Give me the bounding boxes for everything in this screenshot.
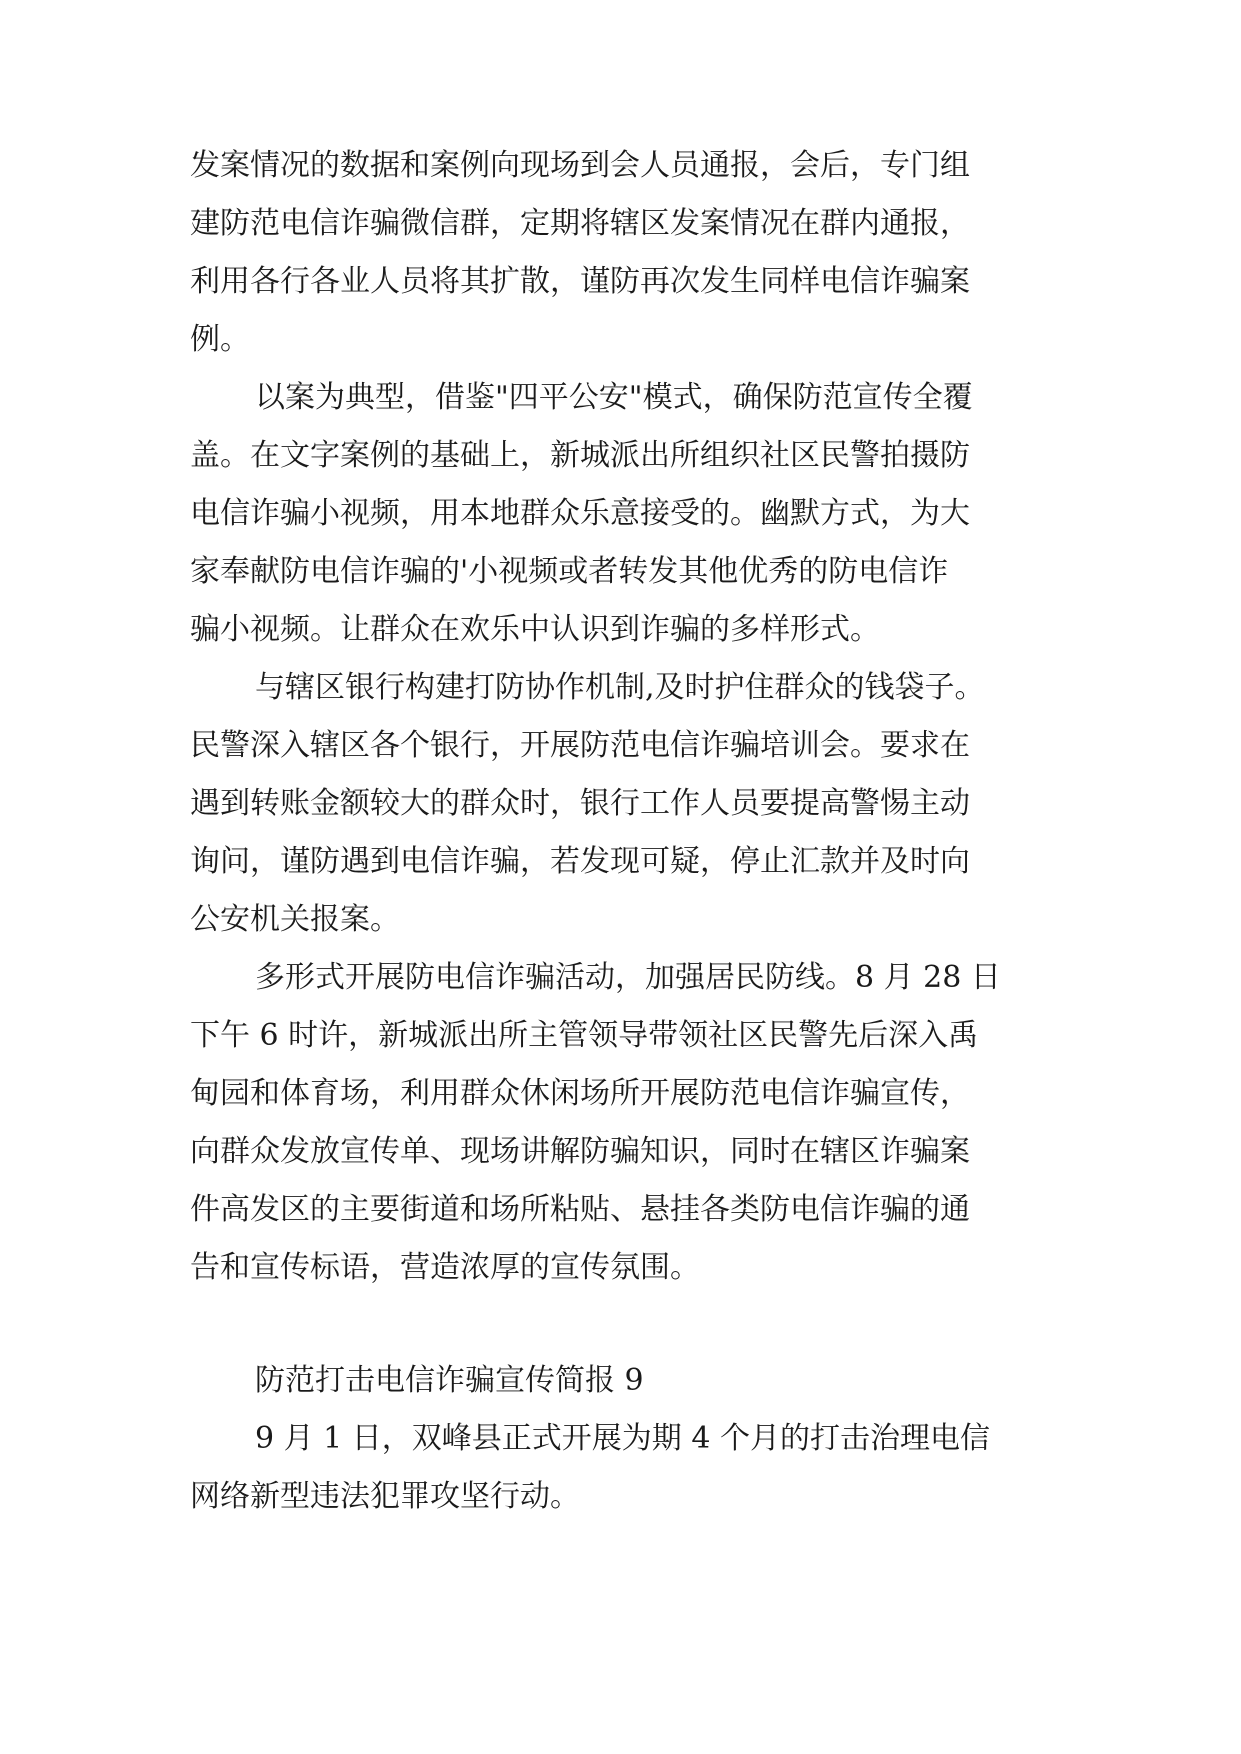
paragraph-start: 以案为典型，借鉴"四平公安"模式，确保防范宣传全覆 [255, 380, 973, 415]
text-line: 发案情况的数据和案例向现场到会人员通报，会后，专门组 [190, 148, 970, 183]
text-line: 件高发区的主要街道和场所粘贴、悬挂各类防电信诈骗的通 [190, 1192, 970, 1227]
text-line: 家奉献防电信诈骗的'小视频或者转发其他优秀的防电信诈 [190, 554, 949, 589]
paragraph-start: 多形式开展防电信诈骗活动，加强居民防线。8 月 28 日 [255, 960, 1001, 995]
text-line: 公安机关报案。 [190, 902, 400, 937]
text-line: 电信诈骗小视频，用本地群众乐意接受的。幽默方式，为大 [190, 496, 970, 531]
text-line: 向群众发放宣传单、现场讲解防骗知识，同时在辖区诈骗案 [190, 1134, 970, 1169]
text-line: 网络新型违法犯罪攻坚行动。 [190, 1479, 580, 1514]
text-line: 盖。在文字案例的基础上，新城派出所组织社区民警拍摄防 [190, 438, 970, 473]
text-line: 民警深入辖区各个银行，开展防范电信诈骗培训会。要求在 [190, 728, 970, 763]
text-line: 骗小视频。让群众在欢乐中认识到诈骗的多样形式。 [190, 612, 880, 647]
text-line: 告和宣传标语，营造浓厚的宣传氛围。 [190, 1250, 700, 1285]
text-line: 遇到转账金额较大的群众时，银行工作人员要提高警惕主动 [190, 786, 970, 821]
text-line: 建防范电信诈骗微信群，定期将辖区发案情况在群内通报， [190, 206, 970, 241]
text-line: 例。 [190, 322, 250, 357]
paragraph-start: 与辖区银行构建打防协作机制,及时护住群众的钱袋子。 [255, 670, 985, 705]
text-line: 利用各行各业人员将其扩散，谨防再次发生同样电信诈骗案 [190, 264, 970, 299]
text-line: 甸园和体育场，利用群众休闲场所开展防范电信诈骗宣传， [190, 1076, 970, 1111]
section-heading: 防范打击电信诈骗宣传简报 9 [255, 1363, 644, 1398]
paragraph-start: 9 月 1 日，双峰县正式开展为期 4 个月的打击治理电信 [255, 1421, 990, 1456]
text-line: 询问，谨防遇到电信诈骗，若发现可疑，停止汇款并及时向 [190, 844, 970, 879]
text-line: 下午 6 时许，新城派出所主管领导带领社区民警先后深入禹 [190, 1018, 979, 1053]
